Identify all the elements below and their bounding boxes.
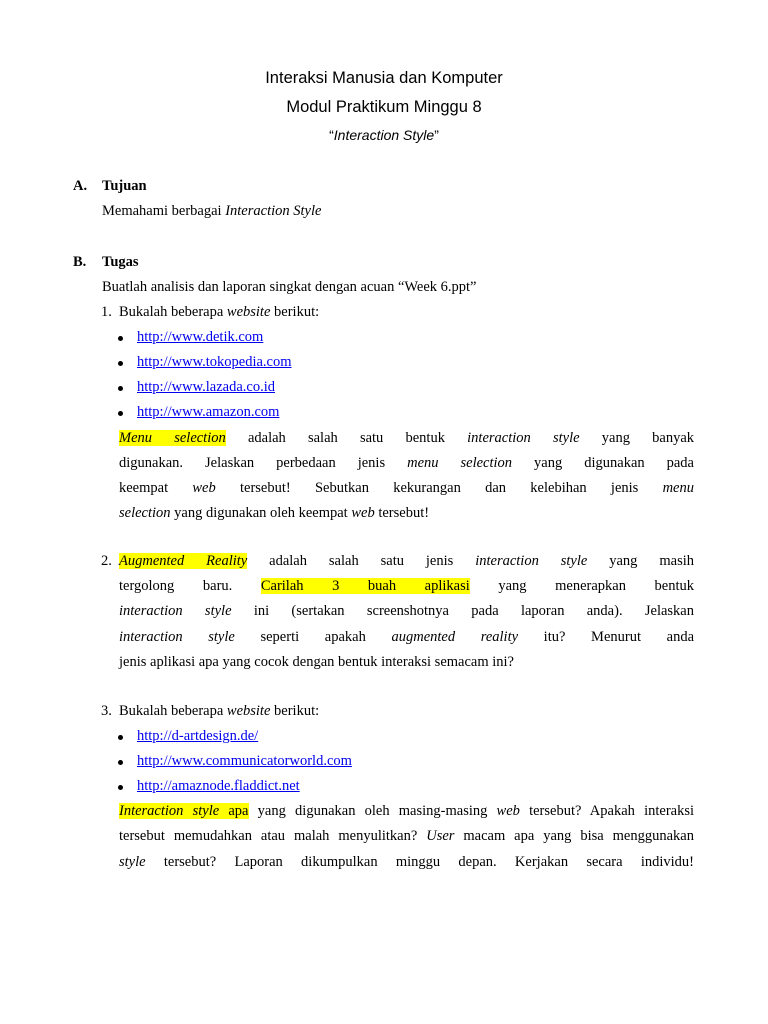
section-a-marker: A. — [73, 178, 88, 194]
section-b-heading: Tugas — [102, 254, 139, 270]
link-tokopedia[interactable]: http://www.tokopedia.com — [137, 354, 292, 370]
task2-paragraph-line: tergolong baru. Carilah 3 buah aplikasi yang menerapkan bentuk — [119, 578, 694, 594]
task1-paragraph-line: Menu selection adalah salah satu bentuk interaction style yang banyak — [119, 430, 695, 446]
section-b-marker: B. — [73, 254, 87, 270]
task1-paragraph-line: keempat web tersebut! Sebutkan kekurangan dan kelebihan jenis menu — [119, 480, 694, 496]
link-detik[interactable]: http://www.detik.com — [137, 329, 264, 345]
bullet-icon — [118, 735, 126, 743]
bullet-icon — [118, 785, 126, 793]
task2-paragraph-line: interaction style seperti apakah augmented reality itu? Menurut anda — [119, 629, 695, 645]
link-amaznode[interactable]: http://amaznode.fladdict.net — [137, 778, 300, 794]
task3-paragraph-line: Interaction style apa yang digunakan oleh masing-masing web tersebut? Apakah interaksi — [119, 803, 694, 819]
bullet-icon — [118, 760, 126, 768]
task3-number: 3. — [101, 703, 112, 719]
task2-paragraph-line: Augmented Reality adalah salah satu jenis interaction style yang masih — [119, 553, 694, 569]
task2-number: 2. — [101, 553, 112, 569]
task1-lead: Bukalah beberapa website berikut: — [119, 304, 320, 320]
document-topic: “Interaction Style” — [329, 127, 439, 143]
task2-paragraph-line: interaction style ini (sertakan screenshotnya pada laporan anda). Jelaskan — [119, 603, 694, 619]
task3-paragraph-line: tersebut memudahkan atau malah menyulitkan? User macam apa yang bisa menggunakan — [119, 828, 694, 844]
bullet-icon — [118, 361, 126, 369]
document-title: Interaksi Manusia dan Komputer — [265, 69, 503, 87]
topic-italic: Interaction Style — [333, 127, 435, 143]
section-b-intro: Buatlah analisis dan laporan singkat dengan acuan “Week 6.ppt” — [102, 279, 477, 295]
link-d-artdesign[interactable]: http://d-artdesign.de/ — [137, 728, 259, 744]
task3-lead: Bukalah beberapa website berikut: — [119, 703, 320, 719]
task1-number: 1. — [101, 304, 112, 320]
task1-paragraph-line: digunakan. Jelaskan perbedaan jenis menu selection yang digunakan pada — [119, 455, 694, 471]
bullet-icon — [118, 411, 126, 419]
bullet-icon — [118, 386, 126, 394]
section-a-heading: Tujuan — [102, 178, 147, 194]
link-lazada[interactable]: http://www.lazada.co.id — [137, 379, 275, 395]
task3-paragraph-line: style tersebut? Laporan dikumpulkan minggu depan. Kerjakan secara individu! — [119, 854, 694, 870]
link-communicatorworld[interactable]: http://www.communicatorworld.com — [137, 753, 352, 769]
task1-paragraph-line: selection yang digunakan oleh keempat web tersebut! — [119, 505, 430, 521]
bullet-icon — [118, 336, 126, 344]
link-amazon[interactable]: http://www.amazon.com — [137, 404, 280, 420]
task2-paragraph-line: jenis aplikasi apa yang cocok dengan bentuk interaksi semacam ini? — [119, 654, 514, 670]
section-a-body: Memahami berbagai Interaction Style — [102, 203, 322, 219]
document-subtitle-module: Modul Praktikum Minggu 8 — [286, 98, 482, 116]
